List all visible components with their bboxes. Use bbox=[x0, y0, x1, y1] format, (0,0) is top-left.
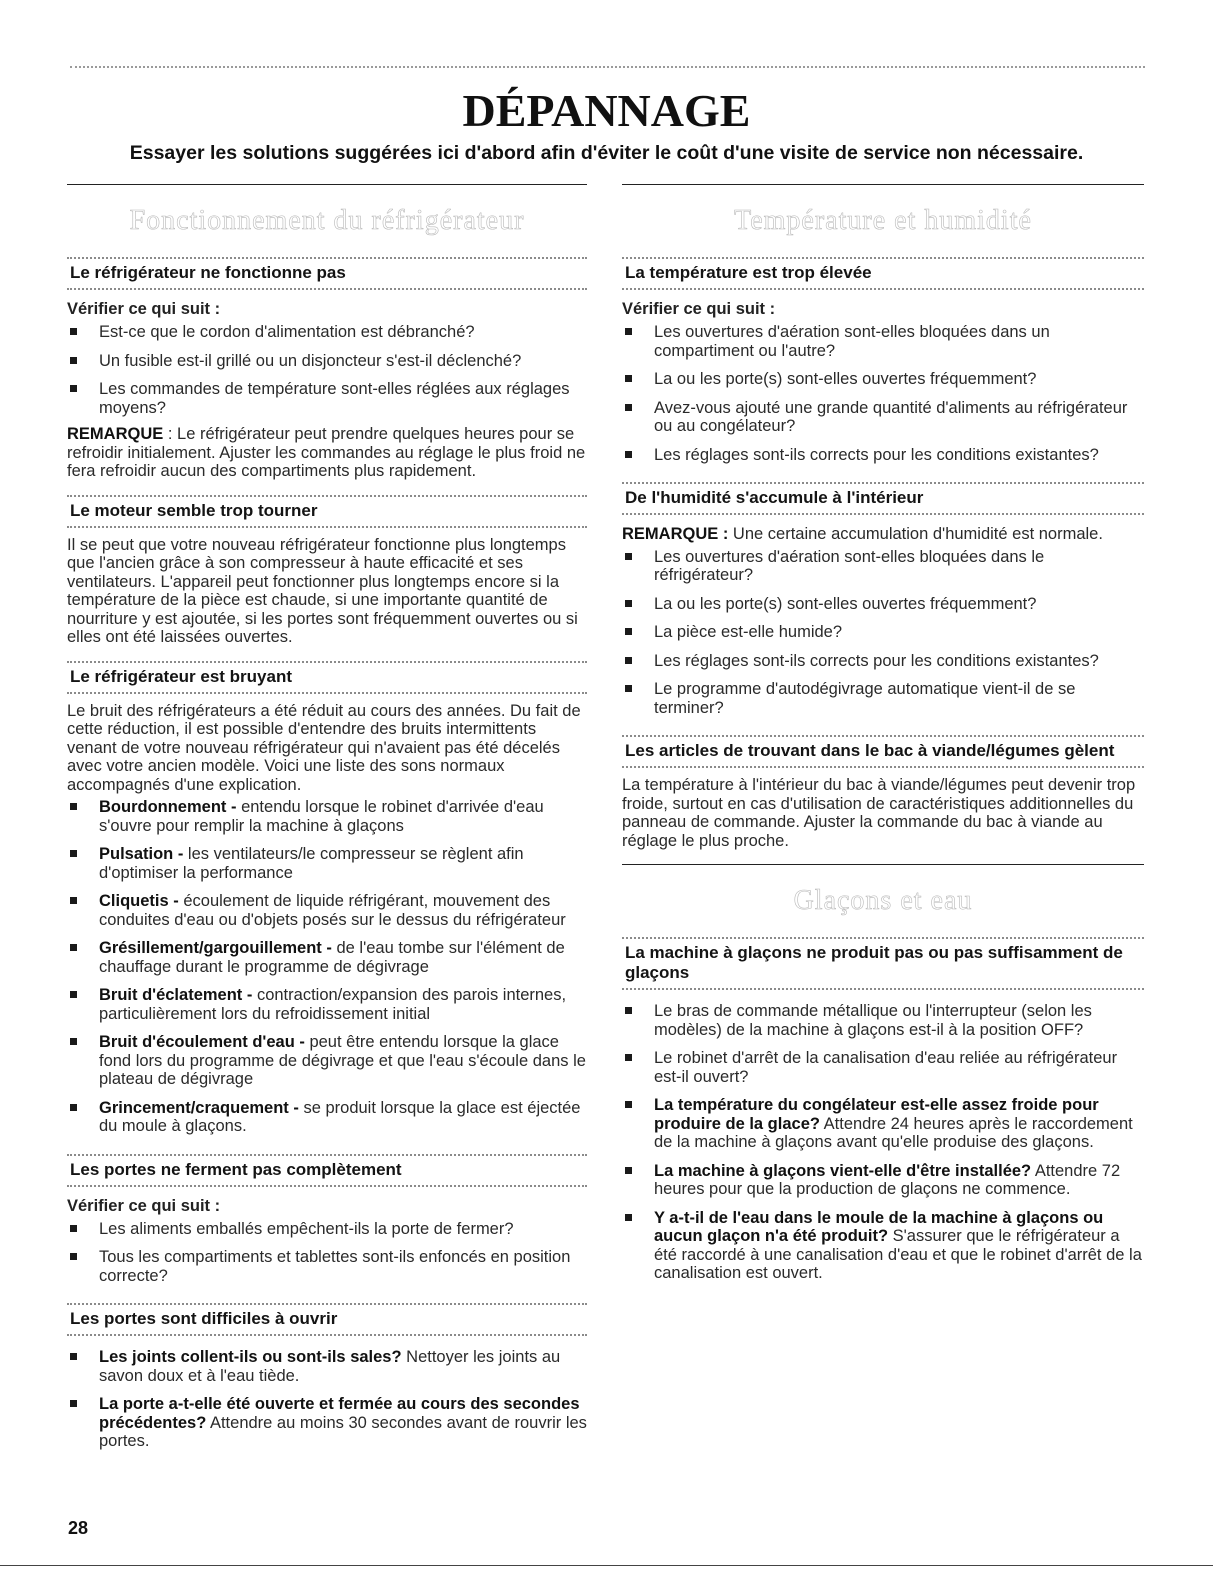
list-item: Tous les compartiments et tablettes sont-ils enfoncés en position correcte? bbox=[67, 1248, 587, 1285]
section-title-temperature: Température et humidité bbox=[734, 205, 1032, 236]
bullet-list bbox=[67, 323, 587, 417]
list-item: Cliquetis - écoulement de liquide réfrigérant, mouvement des conduites d'eau ou d'objets posés sur le dessus du réfrigérateur bbox=[67, 892, 587, 929]
body-paragraph: La température à l'intérieur du bac à viande/légumes peut devenir trop froide, surtout en cas d'utilisation de caractéristiques additionnelles du panneau de commande. Ajuster la commande du bac à viande au réglage le plus proche. bbox=[622, 776, 1136, 850]
list-item: Les joints collent-ils ou sont-ils sales? Nettoyer les joints au savon doux et à l'eau tiède. bbox=[67, 1348, 587, 1385]
bullet-list bbox=[622, 548, 1144, 718]
dotted-rule bbox=[67, 288, 587, 290]
bullet-list bbox=[67, 1220, 587, 1286]
list-item: Les ouvertures d'aération sont-elles bloquées dans le réfrigérateur? bbox=[622, 548, 1144, 585]
list-item: Un fusible est-il grillé ou un disjoncteur s'est-il déclenché? bbox=[67, 352, 587, 371]
dotted-rule bbox=[622, 988, 1144, 990]
page-title: DÉPANNAGE bbox=[462, 85, 751, 136]
check-label: Vérifier ce qui suit : bbox=[622, 300, 776, 318]
list-item: Les réglages sont-ils corrects pour les conditions existantes? bbox=[622, 446, 1144, 465]
list-item: La température du congélateur est-elle assez froide pour produire de la glace? Attendre 24 heures après le raccordement de la machine à glaçons avant qu'elle produise des glaçons. bbox=[622, 1096, 1144, 1152]
check-label: Vérifier ce qui suit : bbox=[67, 300, 221, 318]
topic-heading: Les portes ne ferment pas complètement bbox=[70, 1159, 402, 1179]
list-item: La pièce est-elle humide? bbox=[622, 623, 1144, 642]
bottom-rule bbox=[0, 1565, 1213, 1566]
list-item: Pulsation - les ventilateurs/le compresseur se règlent afin d'optimiser la performance bbox=[67, 845, 587, 882]
topic-heading: Les articles de trouvant dans le bac à viande/légumes gèlent bbox=[625, 741, 1115, 760]
topic-heading: Le moteur semble trop tourner bbox=[70, 500, 318, 520]
list-item: Les aliments emballés empêchent-ils la porte de fermer? bbox=[67, 1220, 587, 1239]
topic-heading: Le réfrigérateur ne fonctionne pas bbox=[70, 263, 346, 282]
list-item: Le bras de commande métallique ou l'interrupteur (selon les modèles) de la machine à glaçons est-il à la position OFF? bbox=[622, 1002, 1144, 1039]
intro-text: Essayer les solutions suggérées ici d'abord afin d'éviter le coût d'une visite de service non nécessaire. bbox=[129, 142, 1084, 164]
bullet-list bbox=[622, 323, 1144, 464]
list-item: Grésillement/gargouillement - de l'eau tombe sur l'élément de chauffage durant le programme de dégivrage bbox=[67, 939, 587, 976]
list-item: La porte a-t-elle été ouverte et fermée au cours des secondes précédentes? Attendre au moins 30 secondes avant de rouvrir les portes. bbox=[67, 1395, 587, 1451]
list-item: Bruit d'écoulement d'eau - peut être entendu lorsque la glace fond lors du programme de dégivrage et que l'eau s'écoule dans le plateau de dégivrage bbox=[67, 1033, 587, 1089]
list-item: Les commandes de température sont-elles réglées aux réglages moyens? bbox=[67, 380, 587, 417]
bullet-list bbox=[67, 798, 587, 1136]
topic-heading: La machine à glaçons ne produit pas ou pas suffisamment de glaçons bbox=[625, 943, 1123, 982]
body-paragraph: Le bruit des réfrigérateurs a été réduit au cours des années. Du fait de cette réduction, il est possible d'entendre des bruits intermittents venant de votre nouveau réfrigérateur qui n'avaient pas été décelés avec votre ancien modèle. Voici une liste des sons normaux accompagnés d'une explication. bbox=[67, 701, 581, 794]
dotted-rule bbox=[67, 526, 587, 528]
body-paragraph: Il se peut que votre nouveau réfrigérateur fonctionne plus longtemps que l'ancien grâce à son compresseur à haute efficacité et ses ventilateurs. L'appareil peut fonctionner plus longtemps encore si la température de la pièce est chaude, si une importante quantité de nourriture y est ajoutée, si les portes sont fréquemment ouvertes ou si elles ont été laissées ouvertes. bbox=[67, 535, 578, 646]
bullet-list bbox=[67, 1348, 587, 1451]
note-label: REMARQUE : bbox=[622, 525, 729, 543]
topic-heading: De l'humidité s'accumule à l'intérieur bbox=[625, 488, 924, 507]
right-column bbox=[622, 184, 1144, 1293]
dotted-rule bbox=[622, 766, 1144, 768]
list-item: Le programme d'autodégivrage automatique vient-il de se terminer? bbox=[622, 680, 1144, 717]
list-item: Le robinet d'arrêt de la canalisation d'eau reliée au réfrigérateur est-il ouvert? bbox=[622, 1049, 1144, 1086]
dotted-rule bbox=[622, 288, 1144, 290]
dotted-rule bbox=[67, 692, 587, 694]
topic-heading: Le réfrigérateur est bruyant bbox=[70, 666, 293, 686]
section-title-glacons: Glaçons et eau bbox=[793, 885, 973, 916]
dotted-rule bbox=[67, 1334, 587, 1336]
topic-heading: Les portes sont difficiles à ouvrir bbox=[70, 1309, 338, 1328]
list-item: La machine à glaçons vient-elle d'être installée? Attendre 72 heures pour que la production de glaçons ne commence. bbox=[622, 1162, 1144, 1199]
list-item: La ou les porte(s) sont-elles ouvertes fréquemment? bbox=[622, 370, 1144, 389]
list-item: Bruit d'éclatement - contraction/expansion des parois internes, particulièrement lors du refroidissement initial bbox=[67, 986, 587, 1023]
list-item: Bourdonnement - entendu lorsque le robinet d'arrivée d'eau s'ouvre pour remplir la machine à glaçons bbox=[67, 798, 587, 835]
dotted-rule bbox=[622, 513, 1144, 515]
note-paragraph bbox=[67, 425, 587, 481]
list-item: Les réglages sont-ils corrects pour les conditions existantes? bbox=[622, 652, 1144, 671]
top-dotted-rule bbox=[70, 66, 1145, 68]
list-item: Est-ce que le cordon d'alimentation est débranché? bbox=[67, 323, 587, 342]
note-text: : Le réfrigérateur peut prendre quelques heures pour se refroidir initialement. Ajuster les commandes au réglage le plus froid ne fera refroidir aucun des compartiments plus rapidement. bbox=[67, 425, 586, 480]
note-paragraph bbox=[622, 525, 1144, 544]
page-number: 28 bbox=[68, 1518, 89, 1538]
list-item: Y a-t-il de l'eau dans le moule de la machine à glaçons ou aucun glaçon n'a été produit? S'assurer que le réfrigérateur a été raccordé à une canalisation d'eau et que le robinet d'arrêt de la canalisation est ouvert. bbox=[622, 1209, 1144, 1283]
list-item: La ou les porte(s) sont-elles ouvertes fréquemment? bbox=[622, 595, 1144, 614]
note-label: REMARQUE bbox=[67, 425, 164, 443]
list-item: Grincement/craquement - se produit lorsque la glace est éjectée du moule à glaçons. bbox=[67, 1099, 587, 1136]
dotted-rule bbox=[67, 1185, 587, 1187]
list-item: Les ouvertures d'aération sont-elles bloquées dans un compartiment ou l'autre? bbox=[622, 323, 1144, 360]
check-label: Vérifier ce qui suit : bbox=[67, 1196, 221, 1215]
list-item: Avez-vous ajouté une grande quantité d'aliments au réfrigérateur ou au congélateur? bbox=[622, 399, 1144, 436]
note-text: Une certaine accumulation d'humidité est normale. bbox=[728, 525, 1103, 543]
left-column bbox=[67, 184, 587, 1461]
topic-heading: La température est trop élevée bbox=[625, 263, 872, 282]
section-title-fonctionnement: Fonctionnement du réfrigérateur bbox=[129, 205, 525, 236]
bullet-list bbox=[622, 1002, 1144, 1283]
